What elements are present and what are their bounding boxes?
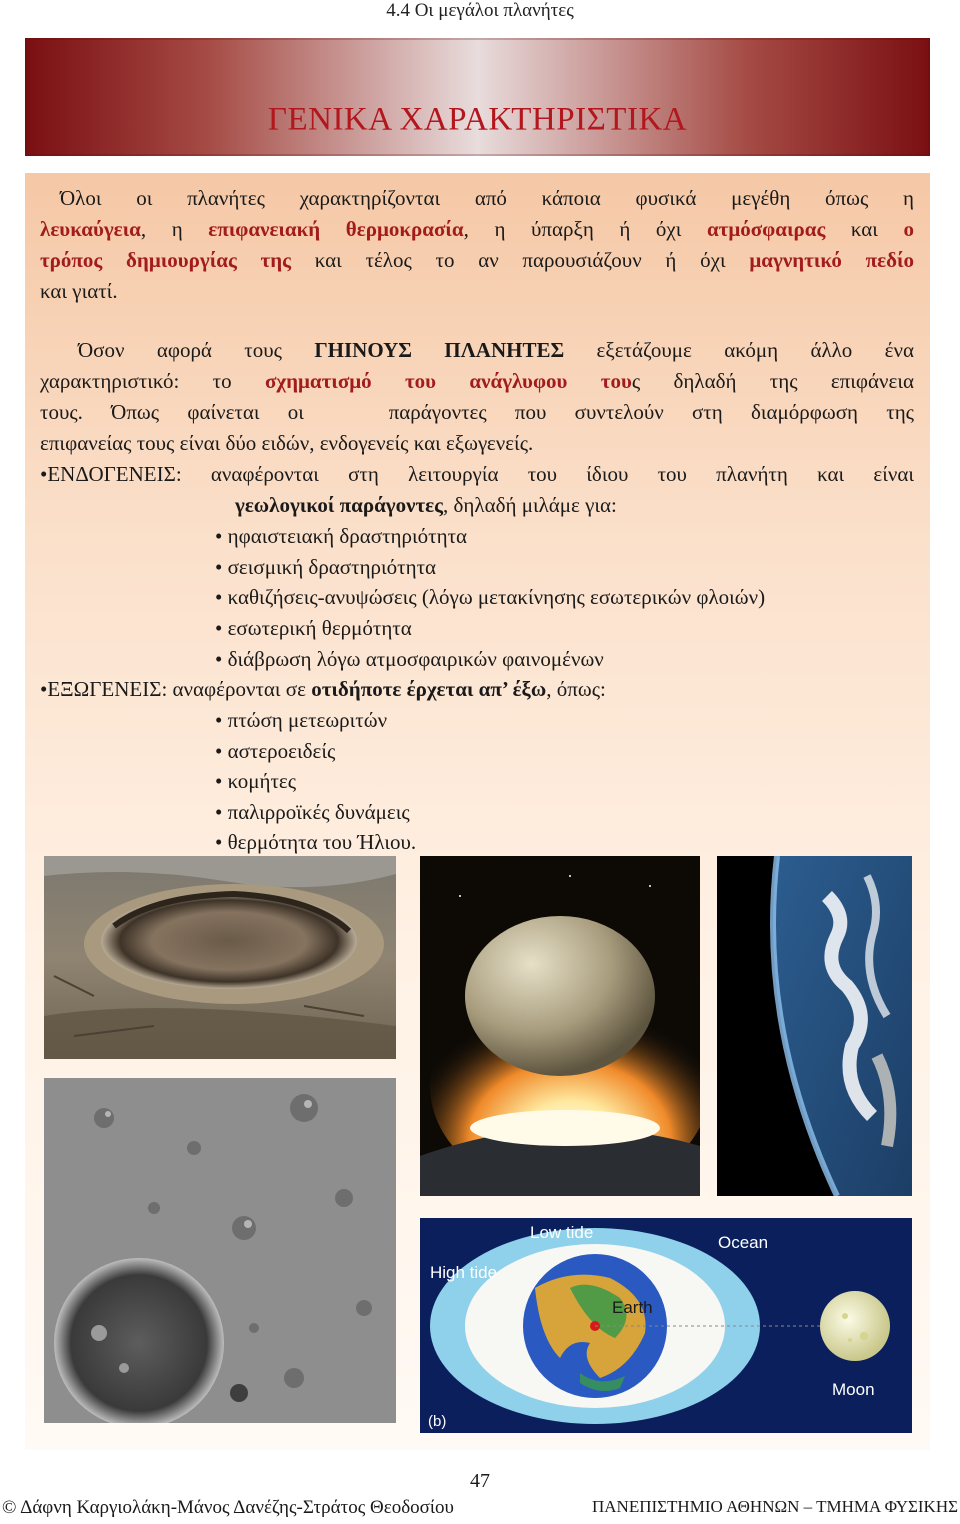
label-high-tide: High tide — [430, 1263, 498, 1282]
keyword: ο — [903, 217, 914, 241]
running-header: 4.4 Οι μεγάλοι πλανήτες — [386, 0, 574, 21]
keyword-magnetic-field: μαγνητικό πεδίο — [749, 248, 914, 272]
para1-line2 — [40, 214, 914, 245]
endo-heading: •ΕΝΔΟΓΕΝΕΙΣ: αναφέρονται στη λειτουργία του ίδιου του πλανήτη και είναι — [40, 462, 914, 486]
text: και — [825, 217, 904, 241]
content-panel — [25, 173, 930, 1450]
exo-item: • παλιρροϊκές δυνάμεις — [215, 800, 410, 824]
exo-item: • πτώση μετεωριτών — [215, 708, 388, 732]
meteor-crater-photo — [44, 856, 396, 1059]
label-low-tide: Low tide — [530, 1223, 594, 1242]
text: , η — [140, 217, 209, 241]
lunar-craters-photo — [44, 1078, 396, 1423]
para2-line1 — [40, 335, 914, 366]
exo-heading — [40, 674, 606, 705]
section-title: ΓΕΝΙΚΑ ΧΑΡΑΚΤΗΡΙΣΤΙΚΑ — [267, 101, 688, 138]
endo-line2 — [235, 490, 617, 521]
text: Όσον αφορά τους — [78, 338, 315, 362]
text: Όλοι οι πλανήτες χαρακτηρίζονται από κάποια φυσικά μεγέθη όπως η — [60, 186, 914, 210]
label-ocean: Ocean — [718, 1233, 769, 1252]
keyword-geological-factors: γεωλογικοί παράγοντες — [235, 493, 444, 517]
para1-line4: και γιατί. — [40, 279, 118, 303]
text: και τέλος το αν παρουσιάζουν ή όχι — [291, 248, 750, 272]
para1-line3 — [40, 245, 914, 276]
keyword-formation: τρόπος δημιουργίας της — [40, 248, 292, 272]
section-banner — [25, 38, 930, 156]
text: χαρακτηριστικό: το — [40, 369, 265, 393]
exo-item: • αστεροειδείς — [215, 739, 336, 763]
label-earth: Earth — [612, 1298, 653, 1317]
endo-item: • καθιζήσεις-ανυψώσεις (λόγω μετακίνησης εσωτερικών φλοιών) — [215, 585, 766, 609]
para1-line1 — [40, 183, 914, 214]
keyword-luminosity: λευκαύγεια — [40, 217, 141, 241]
para2-line4: επιφανείας τους είναι δύο ειδών, ενδογενείς και εξωγενείς. — [40, 431, 534, 455]
keyword-atmosphere: ατμόσφαιρας — [706, 217, 826, 241]
keyword-from-outside: οτιδήποτε έρχεται απ’ έξω — [311, 677, 547, 701]
text: ς δηλαδή της επιφάνεια — [631, 369, 915, 393]
label-moon: Moon — [832, 1380, 875, 1399]
text: εξετάζουμε ακόμη άλλο ένα — [564, 338, 914, 362]
endo-item: • σεισμική δραστηριότητα — [215, 555, 437, 579]
asteroid-impact-illustration — [420, 856, 700, 1196]
text: , όπως: — [546, 677, 606, 701]
footer-authors: © Δάφνη Καργιολάκη-Μάνος Δανέζης-Στράτος Θεοδοσίου — [2, 1497, 454, 1518]
keyword-surface-temperature: επιφανειακή θερμοκρασία — [208, 217, 464, 241]
endo-item: • εσωτερική θερμότητα — [215, 616, 412, 640]
para2-line3: τους. Όπως φαίνεται οι παράγοντες που συντελούν στη διαμόρφωση της — [40, 400, 914, 424]
page-number: 47 — [470, 1470, 490, 1492]
text: , δηλαδή μιλάμε για: — [443, 493, 617, 517]
text: , η ύπαρξη ή όχι — [463, 217, 707, 241]
endo-item: • διάβρωση λόγω ατμοσφαιρικών φαινομένων — [215, 647, 604, 671]
label-panel-b: (b) — [428, 1413, 447, 1430]
text: •ΕΞΩΓΕΝΕΙΣ: αναφέρονται σε — [40, 677, 312, 701]
exo-item: • κομήτες — [215, 769, 297, 793]
footer-institution: ΠΑΝΕΠΙΣΤΗΜΙΟ ΑΘΗΝΩΝ – ΤΜΗΜΑ ΦΥΣΙΚΗΣ — [592, 1497, 958, 1516]
keyword-relief: σχηματισμό του ανάγλυφου του — [264, 369, 632, 393]
tide-diagram — [420, 1218, 912, 1433]
exo-item: • θερμότητα του Ήλιου. — [215, 830, 417, 854]
earth-from-orbit-photo — [717, 856, 912, 1196]
para2-line2 — [40, 366, 914, 397]
keyword-terrestrial-planets: ΓΗΙΝΟΥΣ ΠΛΑΝΗΤΕΣ — [314, 338, 565, 362]
endo-item: • ηφαιστειακή δραστηριότητα — [215, 524, 468, 548]
